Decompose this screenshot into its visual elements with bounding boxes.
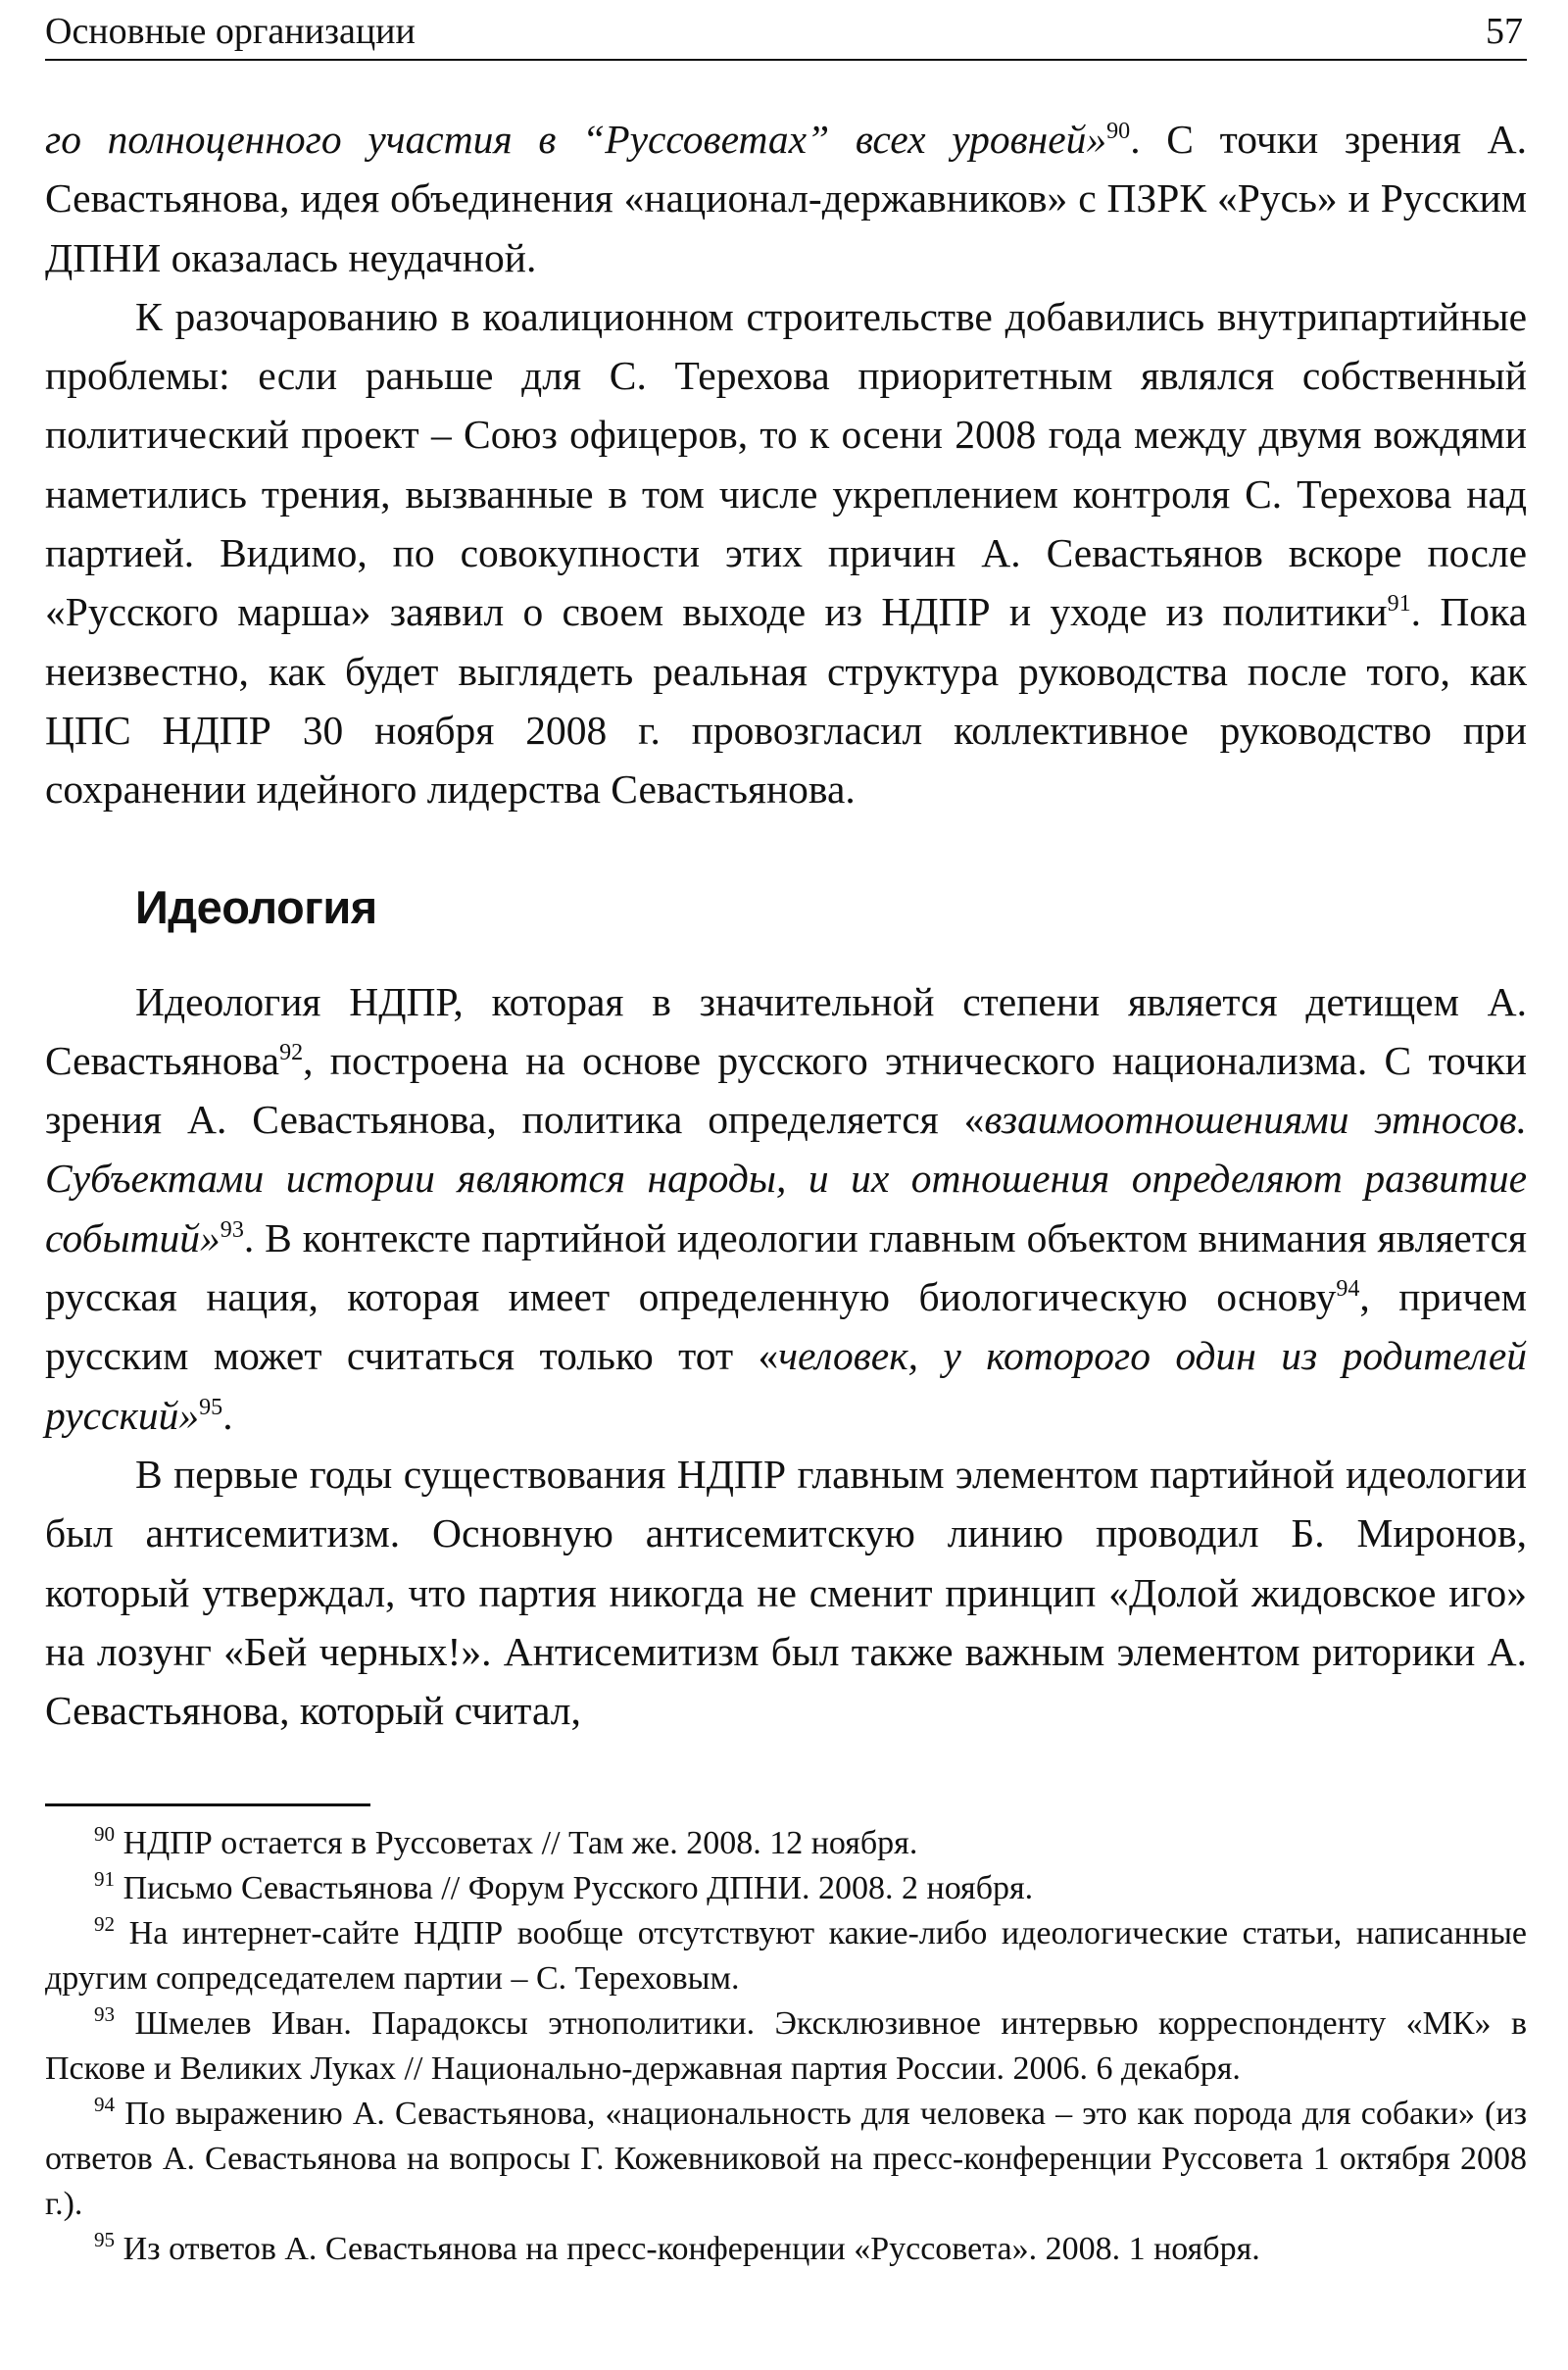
section-heading: Идеология [135,880,377,933]
text-run: , построена на основе русского этнического национализма. С точки зрения А. Севастьянова, политика определяется « [45,1037,1527,1143]
footnote-ref-93[interactable]: 93 [220,1216,244,1243]
footnote-text: Из ответов А. Севастьянова на пресс-конференции «Руссовета». 2008. 1 ноября. [122,2231,1260,2267]
footnote-92 [45,1911,1527,2001]
footnote-95 [45,2227,1527,2272]
text-run: . [222,1392,233,1438]
footnote-text: Письмо Севастьянова // Форум Русского ДПНИ. 2008. 2 ноября. [122,1870,1034,1906]
running-header-title: Основные организации [45,11,416,52]
text-run: . Пока неизвестно, как будет выглядеть реальная структура руководства после того, как ЦПС НДПР 30 ноября 2008 г. провозгласил коллективное руководство при сохранении идейного лидерства Севастьянова. [45,589,1527,813]
text-run: К разочарованию в коалиционном строительстве добавились внутрипартийные проблемы: если раньше для С. Терехова приоритетным являлся собственный политический проект – Союз офицеров, то к осени 2008 года между двумя вождями наметились трения, вызванные в том числе укреплением контроля С. Терехова над партией. Видимо, по совокупности этих причин А. Севастьянов вскоре после «Русского марша» заявил о своем выходе из НДПР и уходе из политики [45,293,1527,635]
footnote-94 [45,2092,1527,2227]
text-run: , причем русским может считаться только тот « [45,1274,1527,1379]
main-text [45,110,1527,1740]
paragraph-1 [45,110,1527,287]
footnote-text: На интернет-сайте НДПР вообще отсутствуют какие-либо идеологические статьи, написанные другим сопредседателем партии – С. Тереховым. [45,1915,1528,1997]
footnote-text: НДПР остается в Руссоветах // Там же. 2008. 12 ноября. [122,1825,918,1861]
italic-quote: взаимоотношениями этносов. Субъектами истории являются народы, и их отношения определяют развитие событий» [45,1097,1527,1260]
footnote-90 [45,1821,1527,1866]
text-run: Идеология НДПР, которая в значительной степени является детищем А. Севастьянова [45,978,1527,1083]
footnote-number: 90 [94,1821,116,1846]
text-run: . В контексте партийной идеологии главным объектом внимания является русская нация, которая имеет определенную биологическую основу [45,1214,1527,1320]
italic-quote: человек, у которого один из родителей русский» [45,1333,1527,1438]
footnote-number: 95 [94,2227,116,2251]
footnotes [45,1821,1527,2272]
paragraph-3 [45,972,1527,1445]
footnote-ref-90[interactable]: 90 [1106,119,1131,145]
footnote-text: По выражению А. Севастьянова, «национальность для человека – это как порода для собаки» (из ответов А. Севастьянова на вопросы Г. Кожевниковой на пресс-конференции Руссовета 1 октября 2008 г.). [45,2096,1527,2222]
footnote-number: 92 [94,1911,116,1936]
paragraph-2 [45,287,1527,819]
footnote-ref-92[interactable]: 92 [279,1039,304,1065]
footnote-number: 94 [94,2092,116,2116]
footnote-text: Шмелев Иван. Парадоксы этнополитики. Эксклюзивное интервью корреспонденту «МК» в Пскове и Великих Луках // Национально-державная партия России. 2006. 6 декабря. [45,2005,1528,2087]
footnote-number: 91 [94,1866,116,1891]
footnote-ref-94[interactable]: 94 [1336,1276,1360,1303]
footnote-divider [45,1803,370,1806]
text-run: . С точки зрения А. Севастьянова, идея объединения «национал-державников» с ПЗРК «Русь» и Русским ДПНИ оказалась неудачной. [45,117,1527,280]
footnote-ref-91[interactable]: 91 [1387,591,1411,617]
paragraph-4: В первые годы существования НДПР главным элементом партийной идеологии был антисемитизм. Основную антисемитскую линию проводил Б. Миронов, который утверждал, что партия никогда не сменит принцип «Долой жидовское иго» на лозунг «Бей черных!». Антисемитизм был также важным элементом риторики А. Севастьянова, который считал, [45,1451,1527,1734]
running-header [45,6,1527,61]
footnote-ref-95[interactable]: 95 [199,1394,223,1420]
italic-quote: го полноценного участия в “Руссоветах” всех уровней» [45,117,1107,162]
page-number: 57 [1486,11,1523,52]
footnote-91 [45,1866,1527,1911]
footnote-93 [45,2001,1527,2092]
footnote-number: 93 [94,2001,116,2026]
